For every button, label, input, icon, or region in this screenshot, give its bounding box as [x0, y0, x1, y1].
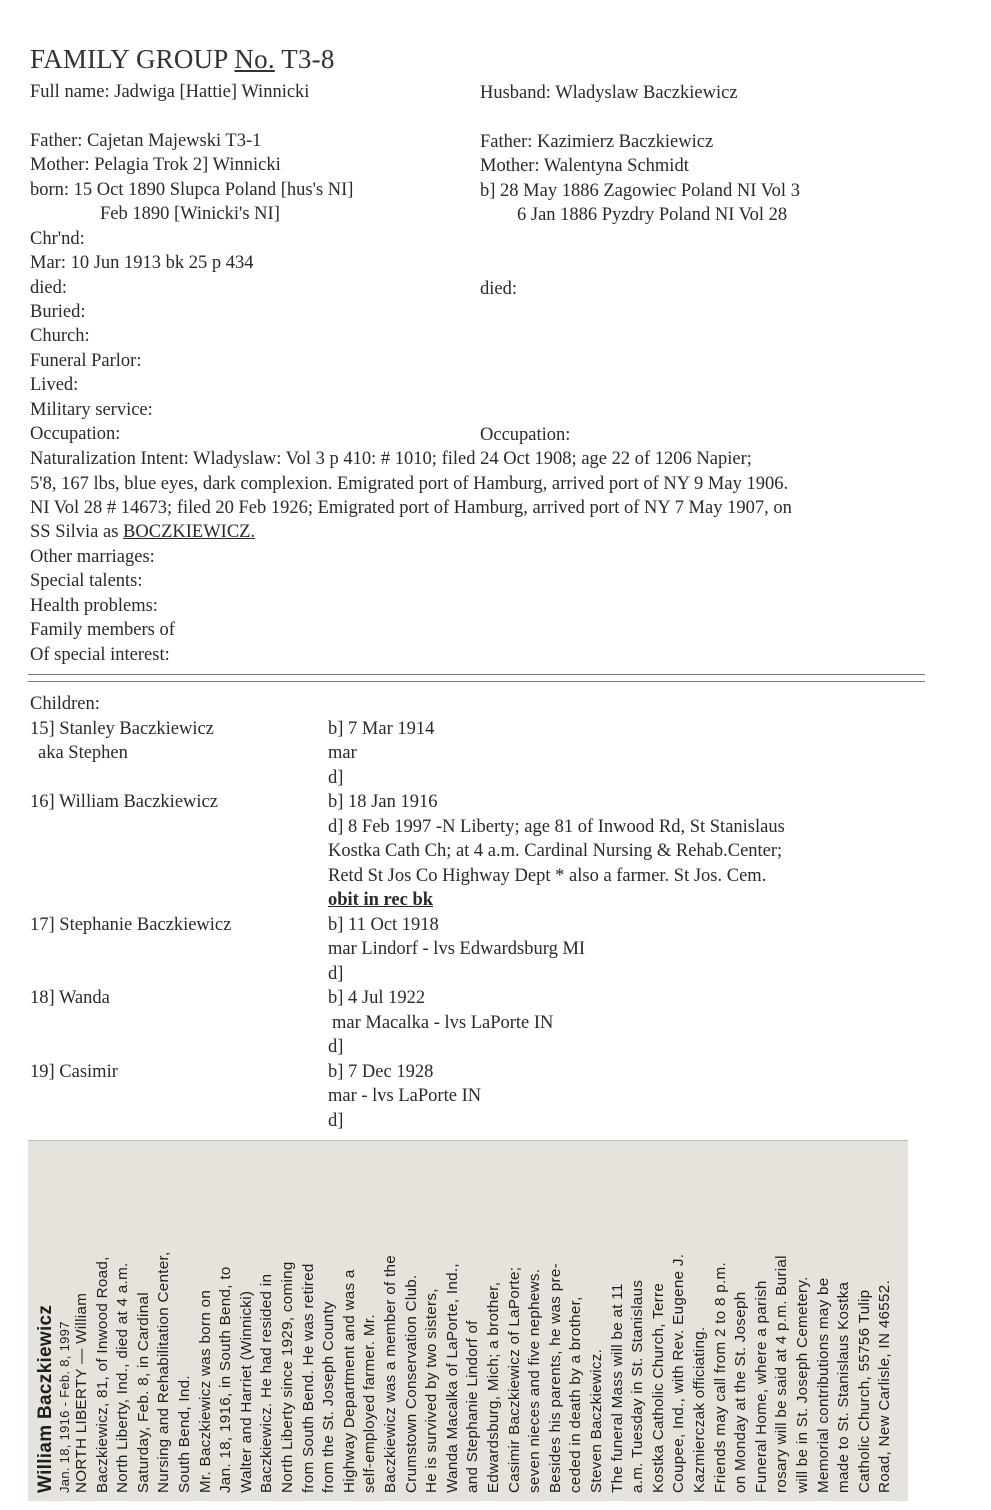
obit-note: obit in rec bk	[328, 890, 434, 910]
child-died: d] 8 Feb 1997 -N Liberty; age 81 of Inwood Rd, St Stanislaus	[328, 817, 785, 837]
child-name: 17] Stephanie Baczkiewicz	[30, 915, 232, 935]
obituary-clipping	[28, 1140, 908, 1501]
child-born: b] 11 Oct 1918	[328, 915, 439, 935]
wife-military: Military service:	[30, 400, 153, 420]
clipping-line: made to St. Stanislaus Kostka	[835, 1281, 853, 1493]
clipping-line: will be in St. Joseph Cemetery.	[794, 1276, 811, 1493]
child-name: 16] William Baczkiewicz	[30, 792, 218, 812]
child-born: b] 18 Jan 1916	[328, 792, 438, 812]
clipping-line: from South Bend. He was retired	[299, 1263, 317, 1493]
clipping-line: NORTH LIBERTY — William	[73, 1292, 90, 1493]
clipping-line: Catholic Church, 55756 Tulip	[855, 1289, 873, 1493]
child-died-detail: Kostka Cath Ch; at 4 a.m. Cardinal Nursing & Rehab.Center;	[328, 841, 783, 861]
husband-mother: Mother: Walentyna Schmidt	[480, 156, 689, 176]
wife-mother: Mother: Pelagia Trok 2] Winnicki	[30, 155, 281, 175]
clipping-name: William Baczkiewicz	[35, 1304, 56, 1493]
clipping-line: Baczkiewicz was a member of the	[382, 1254, 399, 1493]
clipping-line: Baczkiewicz, 81, of Inwood Road,	[93, 1256, 111, 1493]
clipping-line: Casimir Baczkiewicz of LaPorte;	[505, 1266, 523, 1493]
child-born: b] 4 Jul 1922	[328, 988, 426, 1008]
clipping-line: The funeral Mass will be at 11	[608, 1283, 626, 1493]
obituary-text-block	[28, 1141, 908, 1501]
clipping-line: North Liberty since 1929, coming	[279, 1261, 296, 1493]
clipping-line: Coupee, Ind., with Rev. Eugene J.	[670, 1253, 688, 1493]
child-died: d]	[328, 1111, 344, 1131]
wife-christened: Chr'nd:	[30, 229, 85, 249]
clipping-line: Jan. 18, 1916, in South Bend, to	[217, 1266, 235, 1493]
clipping-line: Steven Baczkiewicz.	[588, 1348, 605, 1493]
clipping-line: Baczkiewicz. He had resided in	[258, 1273, 276, 1493]
clipping-line: Funeral Home, where a parish	[752, 1280, 770, 1493]
wife-born: born: 15 Oct 1890 Slupca Poland [hus's NI]	[30, 180, 354, 200]
wife-occupation: Occupation:	[30, 424, 121, 444]
husband-name: Husband: Wladyslaw Baczkiewicz	[480, 83, 738, 103]
clipping-dates: Jan. 18, 1916 - Feb. 8, 1997	[57, 1321, 72, 1493]
clipping-line: Friends may call from 2 to 8 p.m.	[711, 1261, 729, 1493]
clipping-line: from the St. Joseph County	[320, 1301, 338, 1493]
clipping-line: Memorial contributions may be	[814, 1277, 832, 1493]
child-married: mar	[328, 743, 357, 763]
ship-name: BOCZKIEWICZ.	[123, 522, 256, 542]
child-born: b] 7 Mar 1914	[328, 719, 435, 739]
page-title: FAMILY GROUP No. T3-8	[30, 44, 335, 74]
wife-funeral-parlor: Funeral Parlor:	[30, 351, 142, 371]
clipping-line: ceded in death by a brother,	[567, 1296, 585, 1493]
naturalization-line-4: SS Silvia as BOCZKIEWICZ.	[30, 522, 256, 542]
clipping-line: Road, New Carlisle, IN 46552.	[876, 1280, 894, 1493]
clipping-line: South Bend, Ind.	[176, 1375, 193, 1493]
clipping-line: Besides his parents, he was pre-	[546, 1263, 564, 1493]
child-aka: aka Stephen	[38, 743, 128, 763]
child-name: 15] Stanley Baczkiewicz	[30, 719, 214, 739]
husband-born: b] 28 May 1886 Zagowiec Poland NI Vol 3	[480, 181, 800, 201]
naturalization-line-1: Naturalization Intent: Wladyslaw: Vol 3 p 410: # 1010; filed 24 Oct 1908; age 22 of 1206 Napier;	[30, 449, 752, 469]
wife-born-alt: Feb 1890 [Winicki's NI]	[100, 204, 280, 224]
children-header: Children:	[30, 694, 100, 714]
clipping-line: Highway Department and was a	[340, 1269, 358, 1493]
clipping-line: Mr. Baczkiewicz was born on	[196, 1289, 214, 1493]
clipping-line: a.m. Tuesday in St. Stanislaus	[629, 1279, 647, 1493]
clipping-line: Kazmierczak officiating.	[691, 1326, 708, 1493]
child-married: mar - lvs LaPorte IN	[328, 1086, 482, 1106]
clipping-line: North Liberty, Ind., died at 4 a.m.	[114, 1262, 132, 1493]
clipping-line: He is survived by two sisters,	[423, 1288, 441, 1493]
wife-father: Father: Cajetan Majewski T3-1	[30, 131, 262, 151]
clipping-line: Wanda Macalka of LaPorte, Ind.,	[443, 1263, 461, 1493]
naturalization-line-3: NI Vol 28 # 14673; filed 20 Feb 1926; Emigrated port of Hamburg, arrived port of NY 7 May 1907, on	[30, 498, 792, 518]
husband-born-alt: 6 Jan 1886 Pyzdry Poland NI Vol 28	[517, 205, 788, 225]
husband-father: Father: Kazimierz Baczkiewicz	[480, 132, 714, 152]
wife-buried: Buried:	[30, 302, 86, 322]
double-separator	[28, 674, 925, 682]
child-died: d]	[328, 1037, 344, 1057]
child-died: d]	[328, 768, 344, 788]
clipping-line: Saturday, Feb. 8, in Cardinal	[134, 1292, 152, 1493]
child-married: mar Lindorf - lvs Edwardsburg MI	[328, 939, 586, 959]
wife-full-name: Full name: Jadwiga [Hattie] Winnicki	[30, 82, 310, 102]
family-members-of: Family members of	[30, 620, 175, 640]
wife-died: died:	[30, 278, 67, 298]
marriage: Mar: 10 Jun 1913 bk 25 p 434	[30, 253, 254, 273]
clipping-line: self-employed farmer. Mr.	[361, 1314, 379, 1493]
special-talents: Special talents:	[30, 571, 143, 591]
clipping-line: Crumstown Conservation Club.	[402, 1274, 420, 1493]
other-marriages: Other marriages:	[30, 547, 155, 567]
clipping-line: Kostka Catholic Church, Terre	[649, 1282, 667, 1493]
naturalization-line-2: 5'8, 167 lbs, blue eyes, dark complexion. Emigrated port of Hamburg, arrived port of NY 9 May 1906.	[30, 474, 789, 494]
child-born: b] 7 Dec 1928	[328, 1062, 434, 1082]
clipping-line: on Monday at the St. Joseph	[732, 1291, 750, 1493]
clipping-line: and Stephanie Lindorf of	[464, 1320, 482, 1493]
clipping-line: seven nieces and five nephews.	[526, 1268, 544, 1493]
health-problems: Health problems:	[30, 596, 158, 616]
wife-lived: Lived:	[30, 375, 79, 395]
child-married: mar Macalka - lvs LaPorte IN	[332, 1013, 554, 1033]
of-special-interest: Of special interest:	[30, 645, 170, 665]
clipping-line: rosary will be said at 4 p.m. Burial	[773, 1255, 791, 1493]
child-name: 19] Casimir	[30, 1062, 118, 1082]
clipping-line: Walter and Harriet (Winnicki)	[237, 1290, 255, 1493]
child-died-detail: Retd St Jos Co Highway Dept * also a farmer. St Jos. Cem.	[328, 866, 767, 886]
clipping-line: Nursing and Rehabilitation Center,	[155, 1251, 173, 1493]
child-name: 18] Wanda	[30, 988, 110, 1008]
husband-occupation: Occupation:	[480, 425, 571, 445]
clipping-line: Edwardsburg, Mich; a brother,	[485, 1281, 502, 1493]
child-died: d]	[328, 964, 344, 984]
husband-died: died:	[480, 279, 517, 299]
wife-church: Church:	[30, 326, 90, 346]
